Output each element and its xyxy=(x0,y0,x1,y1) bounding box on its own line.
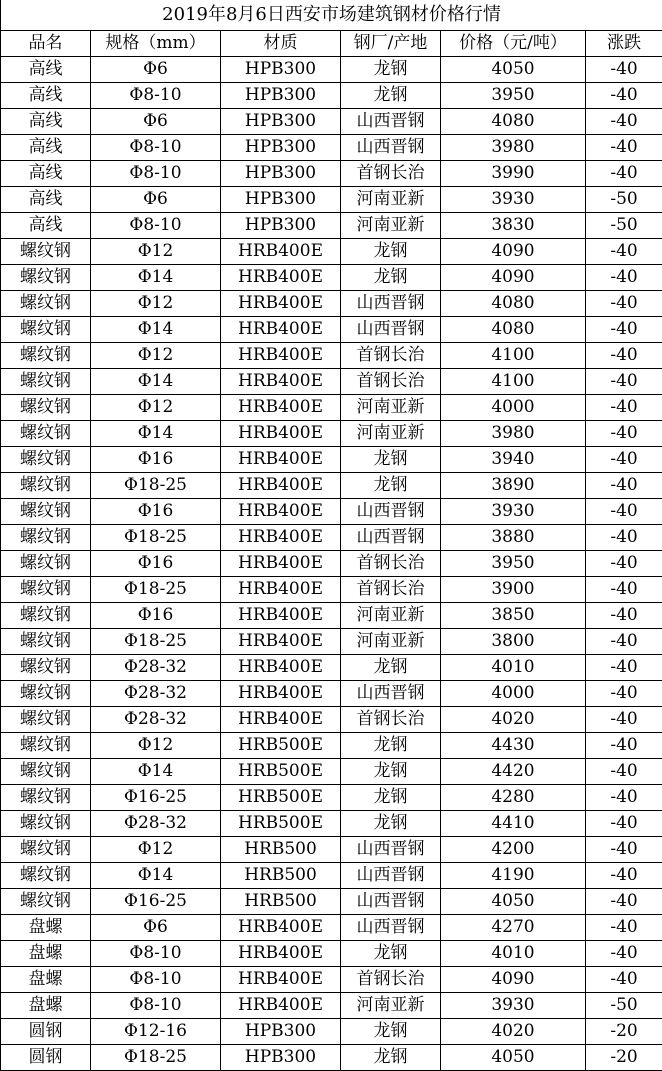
price-cell: 4000 xyxy=(441,395,586,421)
price-cell: 3940 xyxy=(441,447,586,473)
header-mill: 钢厂/产地 xyxy=(341,31,441,57)
change-cell: -40 xyxy=(586,395,662,421)
table-row xyxy=(1,993,662,1019)
mill-cell: 龙钢 xyxy=(341,941,441,967)
price-cell: 3930 xyxy=(441,499,586,525)
product-cell: 螺纹钢 xyxy=(1,499,91,525)
material-cell: HRB400E xyxy=(221,343,341,369)
table-row xyxy=(1,577,662,603)
price-cell: 4280 xyxy=(441,785,586,811)
spec-cell: Φ14 xyxy=(91,317,221,343)
product-cell: 螺纹钢 xyxy=(1,265,91,291)
product-cell: 螺纹钢 xyxy=(1,837,91,863)
product-cell: 螺纹钢 xyxy=(1,863,91,889)
change-cell: -20 xyxy=(586,1019,662,1045)
product-cell: 圆钢 xyxy=(1,1045,91,1071)
product-cell: 螺纹钢 xyxy=(1,239,91,265)
change-cell: -40 xyxy=(586,421,662,447)
table-row xyxy=(1,707,662,733)
change-cell: -40 xyxy=(586,785,662,811)
material-cell: HPB300 xyxy=(221,57,341,83)
product-cell: 螺纹钢 xyxy=(1,291,91,317)
table-row xyxy=(1,915,662,941)
table-row xyxy=(1,473,662,499)
product-cell: 螺纹钢 xyxy=(1,785,91,811)
table-row xyxy=(1,213,662,239)
table-row xyxy=(1,317,662,343)
table-title: 2019年8月6日西安市场建筑钢材价格行情 xyxy=(1,0,662,31)
spec-cell: Φ12 xyxy=(91,395,221,421)
spec-cell: Φ14 xyxy=(91,863,221,889)
mill-cell: 山西晋钢 xyxy=(341,317,441,343)
price-cell: 4080 xyxy=(441,109,586,135)
mill-cell: 龙钢 xyxy=(341,473,441,499)
price-cell: 4270 xyxy=(441,915,586,941)
material-cell: HRB500E xyxy=(221,811,341,837)
mill-cell: 山西晋钢 xyxy=(341,291,441,317)
mill-cell: 河南亚新 xyxy=(341,421,441,447)
change-cell: -40 xyxy=(586,317,662,343)
spec-cell: Φ8-10 xyxy=(91,967,221,993)
material-cell: HRB400E xyxy=(221,603,341,629)
material-cell: HRB400E xyxy=(221,655,341,681)
header-spec: 规格（mm） xyxy=(91,31,221,57)
product-cell: 螺纹钢 xyxy=(1,733,91,759)
header-material: 材质 xyxy=(221,31,341,57)
change-cell: -40 xyxy=(586,941,662,967)
spec-cell: Φ14 xyxy=(91,759,221,785)
spec-cell: Φ12 xyxy=(91,733,221,759)
product-cell: 盘螺 xyxy=(1,915,91,941)
mill-cell: 河南亚新 xyxy=(341,629,441,655)
material-cell: HRB400E xyxy=(221,967,341,993)
change-cell: -40 xyxy=(586,603,662,629)
product-cell: 高线 xyxy=(1,83,91,109)
spec-cell: Φ6 xyxy=(91,109,221,135)
spec-cell: Φ14 xyxy=(91,369,221,395)
product-cell: 盘螺 xyxy=(1,941,91,967)
product-cell: 螺纹钢 xyxy=(1,343,91,369)
product-cell: 高线 xyxy=(1,57,91,83)
table-row xyxy=(1,499,662,525)
product-cell: 螺纹钢 xyxy=(1,577,91,603)
change-cell: -40 xyxy=(586,57,662,83)
material-cell: HRB500E xyxy=(221,759,341,785)
change-cell: -40 xyxy=(586,473,662,499)
price-cell: 3930 xyxy=(441,187,586,213)
spec-cell: Φ12-16 xyxy=(91,1019,221,1045)
table-row xyxy=(1,681,662,707)
spec-cell: Φ18-25 xyxy=(91,629,221,655)
table-row xyxy=(1,369,662,395)
change-cell: -40 xyxy=(586,681,662,707)
material-cell: HRB400E xyxy=(221,707,341,733)
price-cell: 3900 xyxy=(441,577,586,603)
material-cell: HRB400E xyxy=(221,421,341,447)
mill-cell: 龙钢 xyxy=(341,447,441,473)
table-row xyxy=(1,785,662,811)
price-cell: 3950 xyxy=(441,83,586,109)
spec-cell: Φ14 xyxy=(91,265,221,291)
table-row xyxy=(1,291,662,317)
change-cell: -40 xyxy=(586,811,662,837)
mill-cell: 首钢长治 xyxy=(341,707,441,733)
title-row xyxy=(1,0,662,31)
table-row xyxy=(1,109,662,135)
spec-cell: Φ18-25 xyxy=(91,1045,221,1071)
price-cell: 4190 xyxy=(441,863,586,889)
price-cell: 4000 xyxy=(441,681,586,707)
table-row xyxy=(1,967,662,993)
change-cell: -20 xyxy=(586,1045,662,1071)
change-cell: -40 xyxy=(586,863,662,889)
spec-cell: Φ12 xyxy=(91,291,221,317)
change-cell: -40 xyxy=(586,759,662,785)
spec-cell: Φ6 xyxy=(91,915,221,941)
material-cell: HRB400E xyxy=(221,369,341,395)
spec-cell: Φ12 xyxy=(91,239,221,265)
table-row xyxy=(1,733,662,759)
price-cell: 4010 xyxy=(441,941,586,967)
spec-cell: Φ8-10 xyxy=(91,83,221,109)
mill-cell: 山西晋钢 xyxy=(341,135,441,161)
table-row xyxy=(1,343,662,369)
price-cell: 3880 xyxy=(441,525,586,551)
mill-cell: 山西晋钢 xyxy=(341,915,441,941)
product-cell: 螺纹钢 xyxy=(1,447,91,473)
table-row xyxy=(1,525,662,551)
material-cell: HRB400E xyxy=(221,395,341,421)
price-cell: 3980 xyxy=(441,421,586,447)
mill-cell: 山西晋钢 xyxy=(341,863,441,889)
change-cell: -40 xyxy=(586,239,662,265)
table-row xyxy=(1,837,662,863)
change-cell: -40 xyxy=(586,837,662,863)
price-cell: 4100 xyxy=(441,343,586,369)
change-cell: -40 xyxy=(586,291,662,317)
product-cell: 螺纹钢 xyxy=(1,473,91,499)
header-row xyxy=(1,31,662,57)
mill-cell: 首钢长治 xyxy=(341,577,441,603)
material-cell: HRB400E xyxy=(221,915,341,941)
material-cell: HRB400E xyxy=(221,551,341,577)
material-cell: HRB400E xyxy=(221,317,341,343)
table-row xyxy=(1,941,662,967)
price-cell: 4080 xyxy=(441,291,586,317)
spec-cell: Φ12 xyxy=(91,837,221,863)
mill-cell: 龙钢 xyxy=(341,655,441,681)
spec-cell: Φ16 xyxy=(91,499,221,525)
product-cell: 螺纹钢 xyxy=(1,629,91,655)
material-cell: HRB400E xyxy=(221,499,341,525)
product-cell: 高线 xyxy=(1,109,91,135)
mill-cell: 首钢长治 xyxy=(341,967,441,993)
product-cell: 盘螺 xyxy=(1,967,91,993)
material-cell: HRB500 xyxy=(221,889,341,915)
spec-cell: Φ16 xyxy=(91,603,221,629)
product-cell: 螺纹钢 xyxy=(1,811,91,837)
spec-cell: Φ8-10 xyxy=(91,135,221,161)
mill-cell: 首钢长治 xyxy=(341,551,441,577)
mill-cell: 河南亚新 xyxy=(341,993,441,1019)
spec-cell: Φ28-32 xyxy=(91,811,221,837)
product-cell: 高线 xyxy=(1,135,91,161)
change-cell: -40 xyxy=(586,499,662,525)
table-row xyxy=(1,759,662,785)
change-cell: -40 xyxy=(586,447,662,473)
material-cell: HRB400E xyxy=(221,525,341,551)
mill-cell: 龙钢 xyxy=(341,265,441,291)
product-cell: 螺纹钢 xyxy=(1,655,91,681)
material-cell: HPB300 xyxy=(221,187,341,213)
material-cell: HPB300 xyxy=(221,83,341,109)
change-cell: -40 xyxy=(586,83,662,109)
mill-cell: 河南亚新 xyxy=(341,187,441,213)
material-cell: HRB500 xyxy=(221,837,341,863)
table-row xyxy=(1,863,662,889)
price-cell: 3800 xyxy=(441,629,586,655)
spec-cell: Φ18-25 xyxy=(91,577,221,603)
change-cell: -40 xyxy=(586,343,662,369)
spec-cell: Φ12 xyxy=(91,343,221,369)
price-cell: 4410 xyxy=(441,811,586,837)
price-cell: 3890 xyxy=(441,473,586,499)
mill-cell: 首钢长治 xyxy=(341,369,441,395)
material-cell: HPB300 xyxy=(221,1019,341,1045)
mill-cell: 山西晋钢 xyxy=(341,499,441,525)
price-cell: 3990 xyxy=(441,161,586,187)
table-row xyxy=(1,1019,662,1045)
product-cell: 高线 xyxy=(1,213,91,239)
price-cell: 4080 xyxy=(441,317,586,343)
material-cell: HRB400E xyxy=(221,239,341,265)
change-cell: -40 xyxy=(586,889,662,915)
change-cell: -50 xyxy=(586,993,662,1019)
spec-cell: Φ16-25 xyxy=(91,785,221,811)
mill-cell: 河南亚新 xyxy=(341,213,441,239)
material-cell: HRB400E xyxy=(221,681,341,707)
mill-cell: 龙钢 xyxy=(341,811,441,837)
table-row xyxy=(1,655,662,681)
spec-cell: Φ14 xyxy=(91,421,221,447)
spec-cell: Φ8-10 xyxy=(91,941,221,967)
change-cell: -40 xyxy=(586,265,662,291)
material-cell: HPB300 xyxy=(221,161,341,187)
product-cell: 螺纹钢 xyxy=(1,889,91,915)
price-cell: 3980 xyxy=(441,135,586,161)
product-cell: 螺纹钢 xyxy=(1,603,91,629)
price-cell: 4050 xyxy=(441,57,586,83)
product-cell: 螺纹钢 xyxy=(1,395,91,421)
spec-cell: Φ16 xyxy=(91,551,221,577)
product-cell: 高线 xyxy=(1,161,91,187)
change-cell: -40 xyxy=(586,369,662,395)
table-row xyxy=(1,83,662,109)
product-cell: 螺纹钢 xyxy=(1,759,91,785)
price-cell: 3830 xyxy=(441,213,586,239)
price-cell: 3850 xyxy=(441,603,586,629)
material-cell: HRB500 xyxy=(221,863,341,889)
header-product: 品名 xyxy=(1,31,91,57)
spec-cell: Φ6 xyxy=(91,57,221,83)
material-cell: HRB400E xyxy=(221,577,341,603)
material-cell: HRB400E xyxy=(221,473,341,499)
price-cell: 4100 xyxy=(441,369,586,395)
table-row xyxy=(1,889,662,915)
table-row xyxy=(1,1045,662,1071)
table-row xyxy=(1,395,662,421)
mill-cell: 山西晋钢 xyxy=(341,109,441,135)
product-cell: 螺纹钢 xyxy=(1,421,91,447)
price-cell: 4020 xyxy=(441,707,586,733)
material-cell: HPB300 xyxy=(221,213,341,239)
price-cell: 3950 xyxy=(441,551,586,577)
spec-cell: Φ6 xyxy=(91,187,221,213)
header-change: 涨跌 xyxy=(586,31,662,57)
change-cell: -50 xyxy=(586,187,662,213)
change-cell: -40 xyxy=(586,733,662,759)
material-cell: HRB400E xyxy=(221,291,341,317)
spec-cell: Φ8-10 xyxy=(91,213,221,239)
header-price: 价格（元/吨） xyxy=(441,31,586,57)
price-cell: 4010 xyxy=(441,655,586,681)
product-cell: 螺纹钢 xyxy=(1,707,91,733)
mill-cell: 龙钢 xyxy=(341,83,441,109)
mill-cell: 龙钢 xyxy=(341,1045,441,1071)
change-cell: -40 xyxy=(586,135,662,161)
spec-cell: Φ28-32 xyxy=(91,655,221,681)
material-cell: HPB300 xyxy=(221,109,341,135)
table-row xyxy=(1,57,662,83)
mill-cell: 龙钢 xyxy=(341,1019,441,1045)
table-row xyxy=(1,187,662,213)
mill-cell: 龙钢 xyxy=(341,239,441,265)
price-cell: 4200 xyxy=(441,837,586,863)
mill-cell: 龙钢 xyxy=(341,733,441,759)
spec-cell: Φ18-25 xyxy=(91,525,221,551)
spec-cell: Φ28-32 xyxy=(91,681,221,707)
table-row xyxy=(1,811,662,837)
product-cell: 螺纹钢 xyxy=(1,681,91,707)
spec-cell: Φ8-10 xyxy=(91,161,221,187)
mill-cell: 首钢长治 xyxy=(341,161,441,187)
mill-cell: 河南亚新 xyxy=(341,395,441,421)
table-row xyxy=(1,265,662,291)
mill-cell: 山西晋钢 xyxy=(341,525,441,551)
price-cell: 4090 xyxy=(441,265,586,291)
change-cell: -40 xyxy=(586,525,662,551)
product-cell: 螺纹钢 xyxy=(1,317,91,343)
change-cell: -40 xyxy=(586,967,662,993)
mill-cell: 山西晋钢 xyxy=(341,681,441,707)
material-cell: HPB300 xyxy=(221,1045,341,1071)
product-cell: 盘螺 xyxy=(1,993,91,1019)
material-cell: HRB400E xyxy=(221,447,341,473)
table-row xyxy=(1,447,662,473)
price-cell: 4050 xyxy=(441,889,586,915)
table-row xyxy=(1,603,662,629)
spec-cell: Φ18-25 xyxy=(91,473,221,499)
change-cell: -40 xyxy=(586,577,662,603)
mill-cell: 龙钢 xyxy=(341,57,441,83)
spec-cell: Φ16-25 xyxy=(91,889,221,915)
spec-cell: Φ16 xyxy=(91,447,221,473)
change-cell: -40 xyxy=(586,109,662,135)
mill-cell: 龙钢 xyxy=(341,759,441,785)
change-cell: -40 xyxy=(586,707,662,733)
change-cell: -40 xyxy=(586,161,662,187)
price-cell: 4420 xyxy=(441,759,586,785)
material-cell: HPB300 xyxy=(221,135,341,161)
table-row xyxy=(1,551,662,577)
product-cell: 圆钢 xyxy=(1,1019,91,1045)
product-cell: 高线 xyxy=(1,187,91,213)
table-row xyxy=(1,161,662,187)
change-cell: -40 xyxy=(586,629,662,655)
table-body xyxy=(1,57,662,1071)
price-cell: 4090 xyxy=(441,967,586,993)
product-cell: 螺纹钢 xyxy=(1,525,91,551)
price-cell: 4020 xyxy=(441,1019,586,1045)
material-cell: HRB400E xyxy=(221,629,341,655)
material-cell: HRB500E xyxy=(221,785,341,811)
change-cell: -40 xyxy=(586,655,662,681)
material-cell: HRB500E xyxy=(221,733,341,759)
table-row xyxy=(1,239,662,265)
material-cell: HRB400E xyxy=(221,265,341,291)
price-cell: 4090 xyxy=(441,239,586,265)
product-cell: 螺纹钢 xyxy=(1,551,91,577)
spec-cell: Φ8-10 xyxy=(91,993,221,1019)
change-cell: -40 xyxy=(586,551,662,577)
material-cell: HRB400E xyxy=(221,993,341,1019)
mill-cell: 首钢长治 xyxy=(341,343,441,369)
mill-cell: 龙钢 xyxy=(341,785,441,811)
product-cell: 螺纹钢 xyxy=(1,369,91,395)
change-cell: -50 xyxy=(586,213,662,239)
table-row xyxy=(1,135,662,161)
table-row xyxy=(1,421,662,447)
mill-cell: 山西晋钢 xyxy=(341,837,441,863)
spec-cell: Φ28-32 xyxy=(91,707,221,733)
price-cell: 3930 xyxy=(441,993,586,1019)
mill-cell: 山西晋钢 xyxy=(341,889,441,915)
change-cell: -40 xyxy=(586,915,662,941)
mill-cell: 河南亚新 xyxy=(341,603,441,629)
price-cell: 4050 xyxy=(441,1045,586,1071)
price-cell: 4430 xyxy=(441,733,586,759)
table-row xyxy=(1,629,662,655)
material-cell: HRB400E xyxy=(221,941,341,967)
